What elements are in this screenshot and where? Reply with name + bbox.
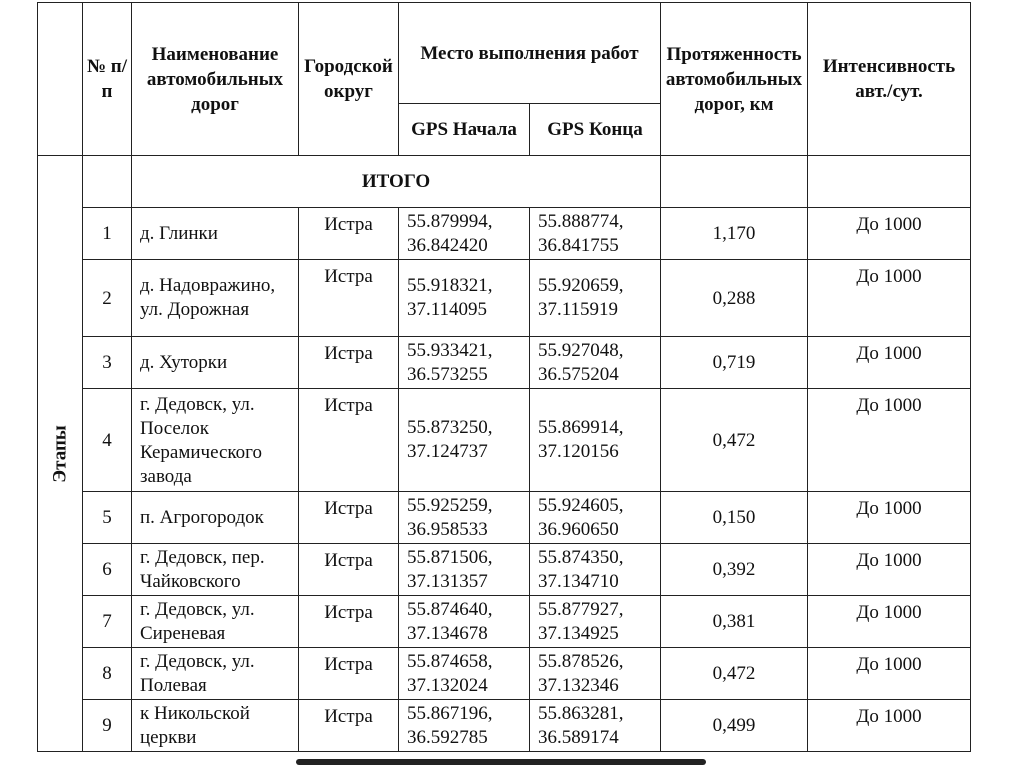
gps-end: 55.888774, 36.841755 (530, 208, 661, 260)
road-length: 0,472 (661, 648, 808, 700)
district: Истра (299, 389, 399, 492)
header-intensity: Интенсивность авт./сут. (808, 3, 971, 156)
table-row (38, 648, 971, 700)
table-row (38, 544, 971, 596)
road-length: 0,381 (661, 596, 808, 648)
header-work-place: Место выполнения работ (399, 3, 661, 104)
road-length: 0,472 (661, 389, 808, 492)
intensity: До 1000 (808, 260, 971, 337)
gps-start: 55.867196, 36.592785 (399, 700, 530, 752)
row-number: 2 (83, 260, 132, 337)
intensity: До 1000 (808, 337, 971, 389)
gps-start: 55.879994, 36.842420 (399, 208, 530, 260)
table-row (38, 337, 971, 389)
intensity: До 1000 (808, 544, 971, 596)
gps-end: 55.920659, 37.115919 (530, 260, 661, 337)
road-length: 0,719 (661, 337, 808, 389)
road-name: г. Дедовск, ул. Полевая (132, 648, 299, 700)
header-gps-start: GPS Начала (399, 104, 530, 156)
document-page (37, 2, 971, 752)
total-label: ИТОГО (132, 156, 661, 208)
intensity: До 1000 (808, 648, 971, 700)
district: Истра (299, 492, 399, 544)
table-row (38, 389, 971, 492)
road-length: 0,499 (661, 700, 808, 752)
district: Истра (299, 337, 399, 389)
row-number: 8 (83, 648, 132, 700)
stages-label: Этапы (49, 424, 71, 483)
row-number: 5 (83, 492, 132, 544)
row-number: 9 (83, 700, 132, 752)
gps-end: 55.927048, 36.575204 (530, 337, 661, 389)
total-row (38, 156, 971, 208)
road-name: г. Дедовск, ул. Поселок Керамического завода (132, 389, 299, 492)
district: Истра (299, 648, 399, 700)
header-road-name: Наименование автомобильных дорог (132, 3, 299, 156)
gps-end: 55.869914, 37.120156 (530, 389, 661, 492)
page-bottom-edge (296, 759, 706, 765)
district: Истра (299, 208, 399, 260)
road-name: к Никольской церкви (132, 700, 299, 752)
row-number: 7 (83, 596, 132, 648)
road-name: д. Хуторки (132, 337, 299, 389)
table-row (38, 260, 971, 337)
gps-end: 55.874350, 37.134710 (530, 544, 661, 596)
district: Истра (299, 596, 399, 648)
road-length: 1,170 (661, 208, 808, 260)
gps-start: 55.871506, 37.131357 (399, 544, 530, 596)
intensity: До 1000 (808, 492, 971, 544)
road-name: п. Агрогородок (132, 492, 299, 544)
header-gps-end: GPS Конца (530, 104, 661, 156)
intensity: До 1000 (808, 596, 971, 648)
table-row (38, 208, 971, 260)
gps-end: 55.924605, 36.960650 (530, 492, 661, 544)
row-number: 4 (83, 389, 132, 492)
row-number: 3 (83, 337, 132, 389)
road-name: г. Дедовск, ул. Сиреневая (132, 596, 299, 648)
road-length: 0,288 (661, 260, 808, 337)
road-length: 0,392 (661, 544, 808, 596)
gps-start: 55.933421, 36.573255 (399, 337, 530, 389)
district: Истра (299, 260, 399, 337)
road-name: г. Дедовск, пер. Чайковского (132, 544, 299, 596)
row-number: 6 (83, 544, 132, 596)
row-number: 1 (83, 208, 132, 260)
header-num: № п/п (83, 3, 132, 156)
gps-start: 55.874640, 37.134678 (399, 596, 530, 648)
gps-end: 55.863281, 36.589174 (530, 700, 661, 752)
intensity: До 1000 (808, 700, 971, 752)
header-district: Городской округ (299, 3, 399, 156)
gps-start: 55.925259, 36.958533 (399, 492, 530, 544)
total-empty-num (83, 156, 132, 208)
table-row (38, 492, 971, 544)
gps-end: 55.878526, 37.132346 (530, 648, 661, 700)
intensity: До 1000 (808, 389, 971, 492)
gps-start: 55.874658, 37.132024 (399, 648, 530, 700)
district: Истра (299, 544, 399, 596)
road-name: д. Надовражино, ул. Дорожная (132, 260, 299, 337)
total-intensity (808, 156, 971, 208)
corner-cell (38, 3, 83, 156)
road-name: д. Глинки (132, 208, 299, 260)
gps-start: 55.918321, 37.114095 (399, 260, 530, 337)
header-length: Протяженность автомобильных дорог, км (661, 3, 808, 156)
header-row (38, 3, 971, 104)
total-length (661, 156, 808, 208)
intensity: До 1000 (808, 208, 971, 260)
roads-table (37, 2, 971, 752)
district: Истра (299, 700, 399, 752)
table-row (38, 700, 971, 752)
table-row (38, 596, 971, 648)
road-length: 0,150 (661, 492, 808, 544)
stages-cell (38, 156, 83, 752)
gps-end: 55.877927, 37.134925 (530, 596, 661, 648)
gps-start: 55.873250, 37.124737 (399, 389, 530, 492)
